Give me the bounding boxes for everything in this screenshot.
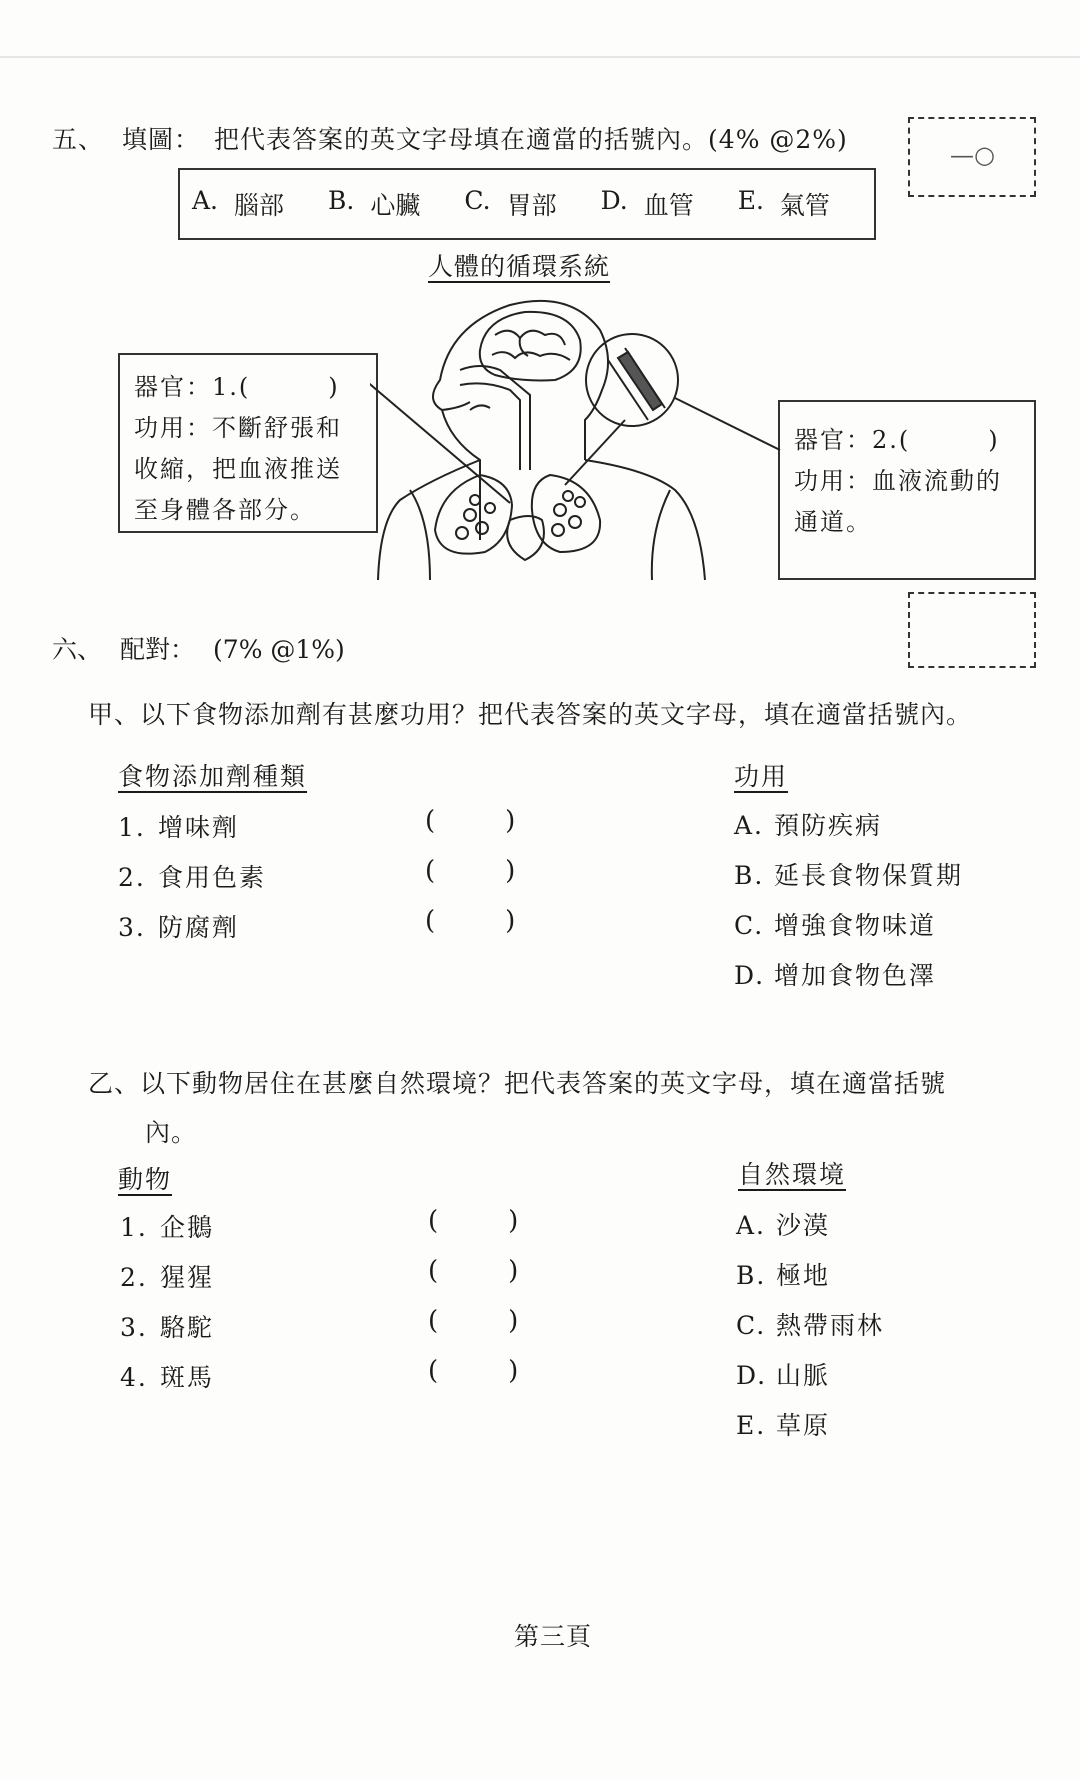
- section6-score: (7% @1%): [213, 635, 345, 664]
- page-number: 第三頁: [514, 1622, 593, 1651]
- section6-number: 六、: [52, 635, 103, 664]
- part-a-item-2: 2. 食用色素: [118, 863, 267, 892]
- part-a-right-header: 功用: [734, 762, 789, 791]
- section5-label: 填圖：: [122, 125, 201, 154]
- brain-icon: [480, 312, 581, 381]
- part-b-answer-1[interactable]: ( ): [428, 1206, 519, 1236]
- page-edge: [0, 56, 1080, 58]
- score-mark: —○: [950, 141, 995, 169]
- part-b-choice-c: C. 熱帶雨林: [736, 1311, 885, 1340]
- part-b-item-3: 3. 駱駝: [120, 1313, 215, 1342]
- part-b-left-header: 動物: [118, 1165, 173, 1194]
- part-a-left-header: 食物添加劑種類: [118, 762, 308, 791]
- diagram-title: 人體的循環系統: [428, 252, 611, 281]
- organ-2-line[interactable]: 器官：2.( ): [794, 426, 1000, 454]
- lungs-icon: [435, 475, 600, 554]
- organ-1-line[interactable]: 器官：1.( ): [134, 373, 340, 401]
- option-d: D. 血管: [600, 186, 694, 220]
- part-b-answer-2[interactable]: ( ): [428, 1256, 519, 1286]
- part-b-choice-e: E. 草原: [736, 1411, 831, 1440]
- part-b-answer-4[interactable]: ( ): [428, 1356, 519, 1386]
- section6-label: 配對：: [120, 635, 196, 664]
- part-b-choice-a: A. 沙漠: [736, 1211, 831, 1240]
- option-c: C. 胃部: [464, 186, 557, 220]
- part-a-answer-1[interactable]: ( ): [425, 806, 516, 836]
- section5-number: 五、: [52, 125, 105, 154]
- pointer-line-right: [675, 398, 780, 450]
- part-a-choice-a: A. 預防疾病: [734, 811, 883, 840]
- part-b-right-header: 自然環境: [738, 1160, 847, 1189]
- part-a-choice-b: B. 延長食物保質期: [734, 861, 964, 890]
- airway-outline: [460, 366, 530, 470]
- section6-heading: [52, 630, 363, 666]
- part-a-choice-c: C. 增強食物味道: [734, 911, 937, 940]
- heart-icon: [507, 516, 544, 560]
- part-b-choice-b: B. 極地: [736, 1261, 831, 1290]
- part-a-answer-3[interactable]: ( ): [425, 906, 516, 936]
- organ-1-function-line1: 功用：不斷舒張和: [134, 414, 342, 442]
- part-b-prompt-line1: 乙、以下動物居住在甚麼自然環境？把代表答案的英文字母，填在適當括號: [88, 1069, 947, 1098]
- answer-options-box: [178, 168, 876, 240]
- option-a: A. 腦部: [192, 186, 285, 220]
- organ-2-box: [778, 400, 1036, 580]
- section5-heading: [52, 120, 848, 156]
- part-b-prompt-line2: 內。: [145, 1118, 198, 1147]
- part-a-item-3: 3. 防腐劑: [118, 913, 240, 942]
- organ-1-box: [118, 353, 378, 533]
- part-a-prompt: 甲、以下食物添加劑有甚麼功用？把代表答案的英文字母，填在適當括號內。: [88, 700, 973, 729]
- part-a-answer-2[interactable]: ( ): [425, 856, 516, 886]
- score-box-section5[interactable]: [908, 117, 1036, 197]
- organ-1-function-line3: 至身體各部分。: [134, 496, 316, 524]
- part-b-choice-d: D. 山脈: [736, 1361, 831, 1390]
- organ-1-function-line2: 收縮，把血液推送: [134, 455, 342, 483]
- pointer-line-vessel: [565, 420, 625, 485]
- section5-instruction: 把代表答案的英文字母填在適當的括號內。(4% @2%): [214, 125, 848, 154]
- part-a-item-1: 1. 增味劑: [118, 813, 240, 842]
- pointer-line-left: [370, 352, 510, 503]
- part-a-choice-d: D. 增加食物色澤: [734, 961, 937, 990]
- part-b-answer-3[interactable]: ( ): [428, 1306, 519, 1336]
- score-box-section6[interactable]: [908, 592, 1036, 668]
- part-b-item-2: 2. 猩猩: [120, 1263, 215, 1292]
- option-e: E. 氣管: [737, 186, 830, 220]
- option-b: B. 心臟: [328, 186, 421, 220]
- human-body-diagram: [370, 290, 800, 580]
- part-b-item-1: 1. 企鵝: [120, 1213, 215, 1242]
- organ-2-function-line1: 功用：血液流動的: [794, 467, 1002, 495]
- part-b-item-4: 4. 斑馬: [120, 1363, 215, 1392]
- organ-2-function-line2: 通道。: [794, 508, 872, 536]
- vessel-zoom-icon: [586, 334, 678, 426]
